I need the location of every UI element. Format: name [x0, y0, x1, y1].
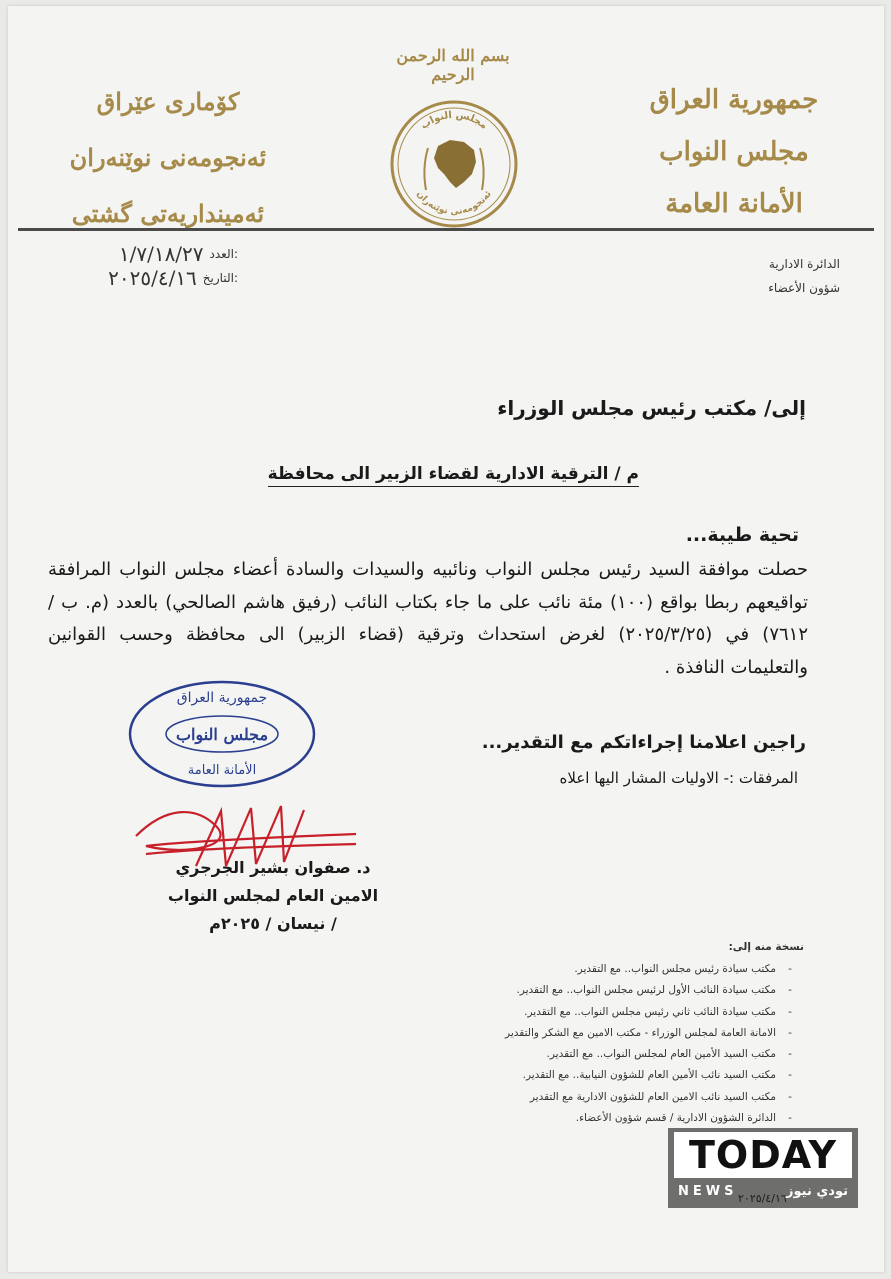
copies-title: نسخة منه إلى: [728, 941, 804, 953]
header-divider [18, 228, 874, 231]
signatory-date: / نيسان / ٢٠٢٥م [209, 914, 337, 933]
list-item: - مكتب السيد نائب الأمين العام للشؤون النيابية.. مع التقدير. [522, 1069, 792, 1082]
today-news-watermark [668, 1128, 858, 1208]
date-value: ٢٠٢٥/٤/١٦ [108, 266, 197, 290]
watermark-news: NEWS [678, 1184, 738, 1199]
list-item: - الامانة العامة لمجلس الوزراء - مكتب الامين مع الشكر والتقدير [505, 1026, 792, 1039]
stamp-text-middle: مجلس النواب [175, 725, 269, 744]
list-item: - مكتب سيادة النائب الأول لرئيس مجلس النواب.. مع التقدير. [516, 984, 792, 997]
number-label: العدد: [209, 247, 238, 261]
attachments-line: المرفقات :- الاوليات المشار اليها اعلاه [559, 769, 798, 787]
body-paragraph: حصلت موافقة السيد رئيس مجلس النواب ونائبيه والسيدات والسادة أعضاء مجلس النواب المرافقة تواقيعهم ربطا بواقع (١٠٠) مئة نائب على ما جاء بكتاب النائب (رفيق هاشم الصالحي) بالعدد (م. ب /٧٦١٢) في (٢٠٢٥/٣/٢٥) لغرض استحداث وترقية (قضاء الزبير) الى محافظة وحسب القوانين والتعليمات النافذة . [48, 559, 808, 678]
copies-list [404, 941, 804, 1129]
basmala: بسم الله الرحمن الرحيم [396, 46, 510, 84]
watermark-brand: TODAY [674, 1132, 852, 1178]
department-name: الدائرة الادارية [768, 257, 840, 271]
official-stamp [126, 678, 318, 790]
list-item: - مكتب سيادة رئيس مجلس النواب.. مع التقدير. [574, 963, 792, 975]
stamp-text-top: جمهورية العراق [176, 690, 268, 706]
list-item: - الدائرة الشؤون الادارية / قسم شؤون الأعضاء. [575, 1112, 792, 1125]
section-name: شؤون الأعضاء [768, 281, 840, 295]
list-item: - مكتب سيادة النائب ثاني رئيس مجلس النواب.. مع التقدير. [524, 1005, 792, 1018]
emblem-text-top: مجلس النواب [418, 109, 490, 132]
svg-text:مجلس النواب [419, 110, 489, 132]
signatory-block [158, 854, 388, 938]
header-arabic-line-3: الأمانة العامة [665, 189, 803, 219]
stamp-text-bottom: الأمانة العامة [187, 763, 257, 778]
header-kurdish-line-2: ئەنجومەنی نوێنەران [69, 143, 267, 172]
signatory-name: د. صفوان بشير الجرجري [175, 858, 371, 877]
header-kurdish-line-3: ئەمینداریەتی گشتی [71, 199, 265, 228]
header-arabic-line-1: جمهورية العراق [649, 85, 819, 115]
header-kurdish-line-1: كۆماری عێراق [96, 87, 240, 116]
date-label: التاريخ: [202, 271, 238, 285]
greeting: تحية طيبة... [685, 524, 799, 546]
closing-line: راجين اعلامنا إجراءاتكم مع التقدير... [481, 732, 806, 753]
palm-frond-left-icon [424, 148, 428, 190]
list-item: - مكتب السيد الأمين العام لمجلس النواب.. مع التقدير. [546, 1048, 792, 1061]
parliament-emblem [388, 98, 520, 230]
recipient-line: إلى/ مكتب رئيس مجلس الوزراء [497, 396, 806, 420]
header-kurdish-block [48, 74, 288, 242]
watermark-arabic: تودي نيوز [786, 1184, 848, 1199]
signatory-title: الامين العام لمجلس النواب [167, 886, 379, 905]
subject-line: م / الترقية الادارية لقضاء الزبير الى محافظة [268, 464, 639, 487]
number-value: ١/٧/١٨/٢٧ [118, 242, 204, 266]
date-row [28, 266, 238, 290]
header-arabic-line-2: مجلس النواب [659, 137, 809, 167]
department-block [768, 252, 840, 300]
emblem-text-bottom: ئەنجومەنی نوێنەران [414, 189, 494, 218]
iraq-map-icon [434, 140, 476, 188]
palm-frond-right-icon [480, 148, 484, 190]
reference-block [28, 242, 238, 290]
number-row [28, 242, 238, 266]
document-page [8, 6, 884, 1272]
list-item: - مكتب السيد نائب الامين العام للشؤون الادارية مع التقدير [529, 1090, 792, 1103]
header-arabic-block [614, 74, 854, 230]
